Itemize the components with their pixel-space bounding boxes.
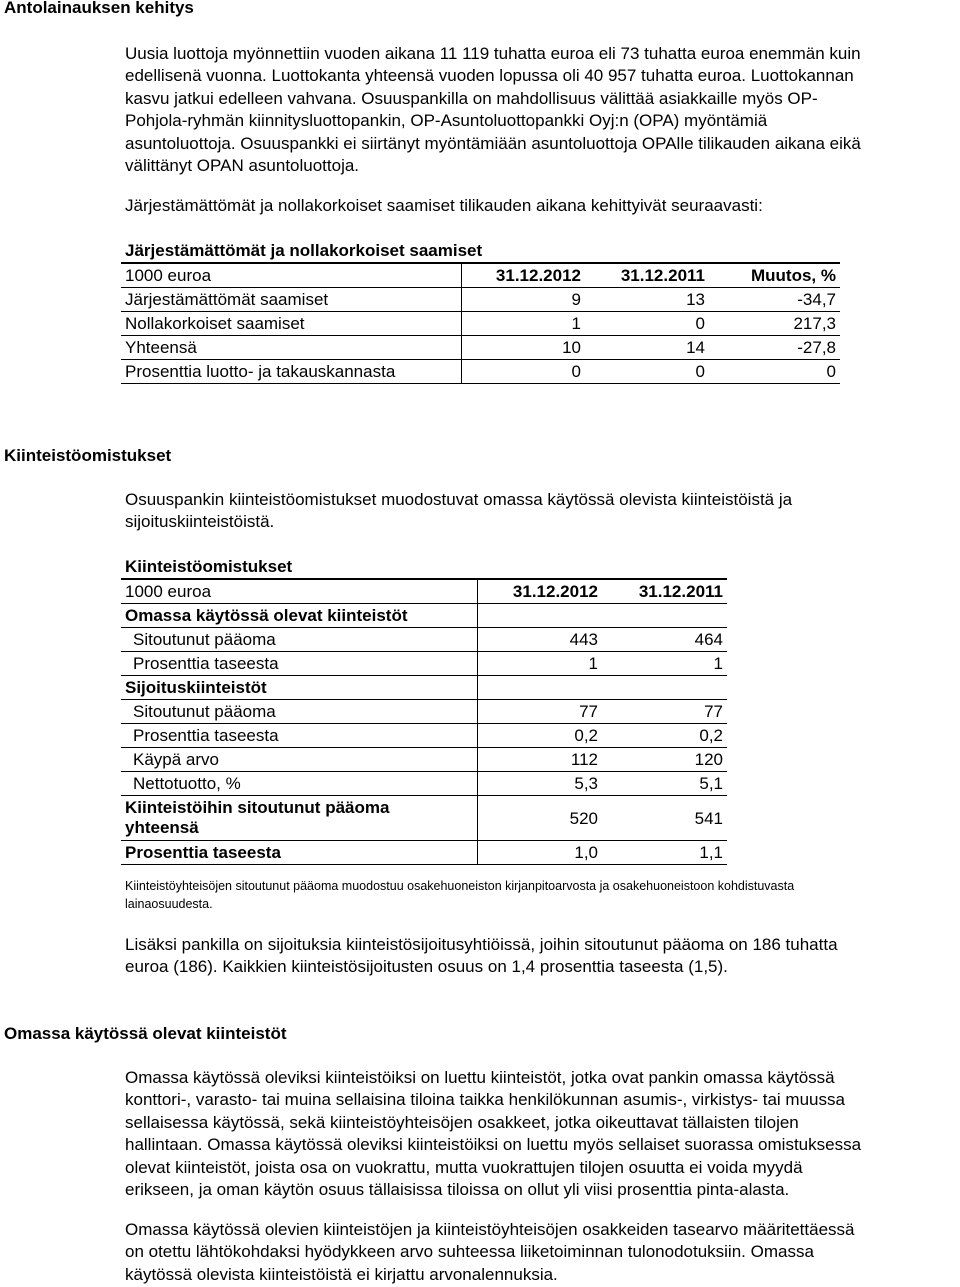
text-line: Omassa käytössä oleviksi kiinteistöiksi on luettu kiinteistöt, jotka ovat pankin omassa käytössä	[125, 1068, 835, 1087]
cell-value: 520	[477, 796, 602, 841]
table-row	[121, 312, 840, 336]
cell-value: 1	[713, 654, 723, 673]
table-row	[121, 652, 727, 676]
cell-value: 5,1	[699, 774, 723, 793]
total-row	[121, 796, 727, 841]
text-line: hallintaan. Omassa käytössä oleviksi kiinteistöiksi on luettu myös sellaiset suorassa omistuksessa	[125, 1135, 862, 1155]
cell-value: 77	[704, 702, 723, 721]
section-heading-loans: Antolainauksen kehitys	[4, 0, 194, 17]
table-row	[121, 336, 840, 360]
table-title-row	[121, 239, 840, 263]
cell-value: 443	[477, 628, 602, 652]
row-label: Sitoutunut pääoma	[133, 630, 276, 649]
table-row	[121, 288, 840, 312]
total-pct-row	[121, 841, 727, 865]
table-row	[121, 700, 727, 724]
unit-label: 1000 euroa	[125, 266, 212, 285]
ownuse-paragraph-2	[125, 1219, 960, 1286]
cell-value: 120	[694, 750, 723, 769]
cell-value: 77	[477, 700, 602, 724]
row-label: Käypä arvo	[133, 750, 219, 769]
cell-value: 464	[694, 630, 723, 649]
col-header: 31.12.2012	[477, 579, 602, 604]
text-line: erikseen, ja oman käytön osuus tällaisissa tiloissa on ollut yli viisi prosenttia pinta-alasta.	[125, 1180, 790, 1200]
col-header: 31.12.2011	[620, 266, 705, 285]
cell-value: 0	[826, 362, 836, 381]
cell-value: 14	[686, 338, 705, 357]
text-line: käytössä olevista kiinteistöistä ei kirjattu arvonalennuksia.	[125, 1264, 558, 1284]
cell-value: 1	[477, 652, 602, 676]
cell-value: 1	[461, 312, 585, 336]
text-line: Osuuspankin kiinteistöomistukset muodostuvat omassa käytössä olevista kiinteistöistä ja	[125, 490, 793, 509]
cell-value: 0,2	[699, 726, 723, 745]
realestate-paragraph	[125, 489, 960, 534]
row-label: Järjestämättömät saamiset	[125, 290, 329, 309]
col-header: 31.12.2011	[638, 582, 723, 601]
text-line: konttori-, varasto- tai muina sellaisina tiloina taikka henkilökunnan asumis-, virkistys- tai muussa	[125, 1090, 845, 1110]
realestate-table	[121, 555, 727, 865]
text-line: on otettu lähtökohdaksi hyödykkeen arvo suhteessa liiketoiminnan tulonodotuksiin. Omassa	[125, 1242, 814, 1262]
loans-intro-paragraph: Järjestämättömät ja nollakorkoiset saamiset tilikauden aikana kehittyivät seuraavasti:	[125, 196, 763, 215]
cell-value: 10	[461, 336, 585, 360]
cell-value: 0	[461, 360, 585, 384]
cell-value: 0	[695, 314, 705, 333]
col-header: 31.12.2012	[461, 263, 585, 288]
table-title: Järjestämättömät ja nollakorkoiset saamiset	[125, 241, 483, 260]
cell-value: 541	[694, 808, 723, 828]
row-label: Nollakorkoiset saamiset	[125, 314, 305, 333]
cell-value: 0,2	[477, 724, 602, 748]
section-heading-ownuse: Omassa käytössä olevat kiinteistöt	[4, 1024, 287, 1043]
text-line: olevat kiinteistöt, joista osa on vuokrattu, mutta vuokrattujen tilojen osuutta ei voida myydä	[125, 1157, 803, 1177]
text-line: Uusia luottoja myönnettiin vuoden aikana 11 119 tuhatta euroa eli 73 tuhatta euroa enemmän kuin	[125, 44, 861, 63]
table-row	[121, 628, 727, 652]
text-line: kasvu jatkui edelleen vahvana. Osuuspankilla on mahdollisuus välittää asiakkaille myös OP-	[125, 88, 818, 108]
row-label: Nettotuotto, %	[133, 774, 241, 793]
total-label	[121, 796, 477, 841]
cell-value: 5,3	[477, 772, 602, 796]
group-label: Sijoituskiinteistöt	[125, 678, 267, 697]
table-row	[121, 748, 727, 772]
realestate-paragraph-2	[125, 934, 960, 979]
group-row	[121, 676, 727, 700]
group-row	[121, 604, 727, 628]
col-header: Muutos, %	[751, 266, 836, 285]
text-line: Omassa käytössä olevien kiinteistöjen ja kiinteistöyhteisöjen osakkeiden tasearvo määritettäessä	[125, 1220, 855, 1239]
loans-paragraph	[125, 43, 960, 177]
nonperforming-table	[121, 239, 840, 384]
text-line: asuntoluottoja. Osuuspankki ei siirtänyt myöntämiään asuntoluottoja OPAlle tilikauden aikana eikä	[125, 133, 861, 153]
text-line: sijoituskiinteistöistä.	[125, 512, 275, 532]
cell-value: 13	[686, 290, 705, 309]
text-line: edellisenä vuonna. Luottokanta yhteensä vuoden lopussa oli 40 957 tuhatta euroa. Luottokannan	[125, 66, 854, 86]
cell-value: 1,1	[699, 843, 723, 862]
total-label-line: Kiinteistöihin sitoutunut pääoma	[125, 798, 390, 817]
row-label: Prosenttia taseesta	[125, 843, 281, 862]
table-header-row	[121, 579, 727, 604]
text-line: lainaosuudesta.	[125, 897, 213, 911]
row-label: Yhteensä	[125, 338, 197, 357]
table-header-row	[121, 263, 840, 288]
ownuse-paragraph	[125, 1067, 960, 1201]
table-row	[121, 724, 727, 748]
cell-value: 1,0	[477, 841, 602, 865]
text-line: Kiinteistöyhteisöjen sitoutunut pääoma muodostuu osakehuoneiston kirjanpitoarvosta ja osakehuoneistoon kohdistuvasta	[125, 879, 795, 893]
cell-value: 9	[461, 288, 585, 312]
text-line: välittänyt OPAN asuntoluottoja.	[125, 156, 360, 176]
text-line: Pohjola-ryhmän kiinnitysluottopankin, OP-Asuntoluottopankki Oyj:n (OPA) myöntämiä	[125, 111, 768, 131]
row-label: Prosenttia taseesta	[133, 654, 279, 673]
cell-value: -27,8	[797, 338, 836, 357]
table-row	[121, 772, 727, 796]
row-label: Prosenttia taseesta	[133, 726, 279, 745]
text-line: euroa (186). Kaikkien kiinteistösijoitusten osuus on 1,4 prosenttia taseesta (1,5).	[125, 957, 728, 977]
text-line: Lisäksi pankilla on sijoituksia kiinteistösijoitusyhtiöissä, joihin sitoutunut pääoma on 186 tuhatta	[125, 935, 838, 954]
table-title-row	[121, 555, 727, 579]
cell-value: -34,7	[797, 290, 836, 309]
text-line: sellaisessa käytössä, sekä kiinteistöyhteisöjen osakkeet, jotka oikeuttavat tällaisten tilojen	[125, 1112, 799, 1132]
table-row	[121, 360, 840, 384]
row-label: Prosenttia luotto- ja takauskannasta	[125, 362, 396, 381]
cell-value: 0	[695, 362, 705, 381]
realestate-note	[125, 877, 960, 913]
unit-label: 1000 euroa	[125, 582, 212, 601]
row-label: Sitoutunut pääoma	[133, 702, 276, 721]
cell-value: 112	[477, 748, 602, 772]
total-label-line: yhteensä	[125, 818, 199, 837]
cell-value: 217,3	[793, 314, 836, 333]
section-heading-realestate: Kiinteistöomistukset	[4, 446, 172, 465]
group-label: Omassa käytössä olevat kiinteistöt	[125, 606, 408, 625]
table-title: Kiinteistöomistukset	[125, 557, 293, 576]
